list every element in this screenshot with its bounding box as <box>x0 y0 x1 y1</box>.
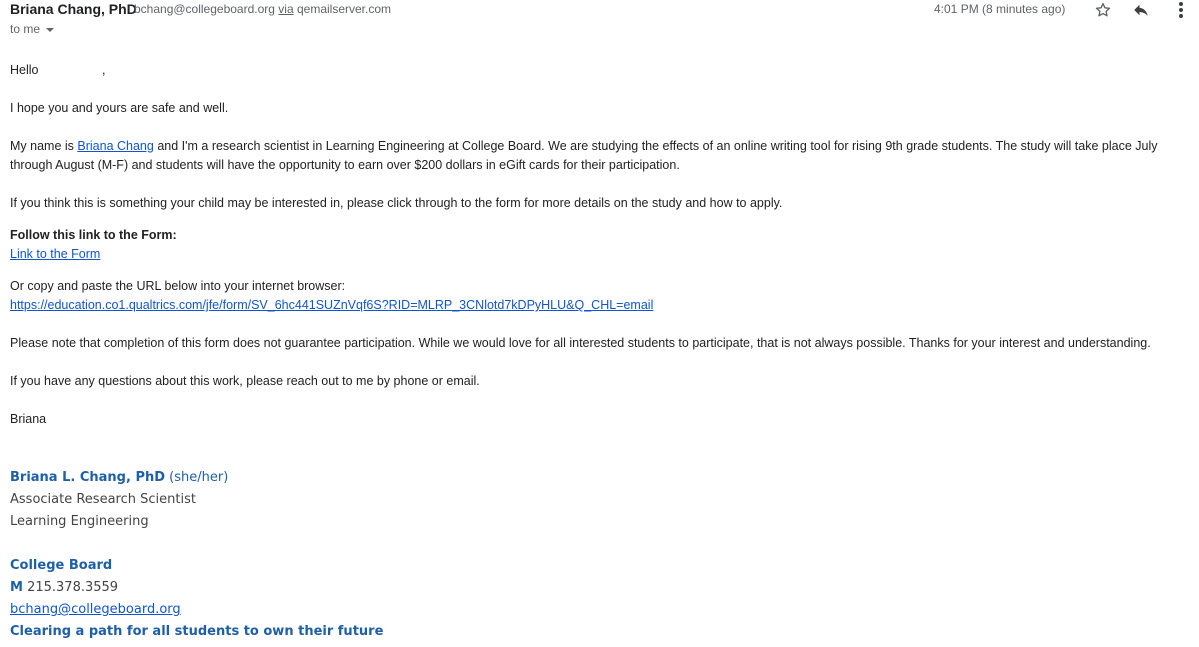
reply-button[interactable] <box>1130 0 1152 20</box>
survey-url-link[interactable]: https://education.co1.qualtrics.com/jfe/form/SV_6hc441SUZnVqf6S?RID=MLRP_3CNlotd7kDPyHLU&Q_CHL=email <box>10 298 654 312</box>
signature-pronouns: (she/her) <box>169 470 229 485</box>
star-button[interactable] <box>1092 0 1114 20</box>
sender-email: bchang@collegeboard.org <box>134 2 275 16</box>
more-vert-icon <box>1178 1 1184 19</box>
more-options-button[interactable] <box>1170 0 1192 20</box>
paragraph-disclaimer: Please note that completion of this form does not guarantee participation. While we would love for all interested students to participate, that is not always possible. Thanks for your interest and understanding. <box>10 336 1151 350</box>
greeting <box>10 61 1190 80</box>
signature-phone: 215.378.3559 <box>27 580 119 595</box>
greeting-comma: , <box>101 63 106 77</box>
signature-phone-line <box>10 577 383 599</box>
recipients-toggle[interactable] <box>10 22 54 36</box>
email-signature <box>10 467 383 643</box>
email-header <box>10 0 1190 40</box>
via-label[interactable]: via <box>278 2 294 16</box>
copy-url-instructions: Or copy and paste the URL below into your internet browser: <box>10 279 346 293</box>
signature-email-link[interactable]: bchang@collegeboard.org <box>10 602 181 617</box>
greeting-text: Hello <box>10 63 39 77</box>
paragraph-interest: If you think this is something your child may be interested in, please click through to the form for more details on the study and how to apply. <box>10 196 783 210</box>
intro-text-end: and I'm a research scientist in Learning Engineering at College Board. We are studying the effects of an online writing tool for rising 9th grade students. The study will take place July through August (M-F) and students will have the opportunity to earn over $200 dollars in eGift cards for their participation. <box>10 139 1158 172</box>
follow-link-heading: Follow this link to the Form: <box>10 228 177 242</box>
intro-text-start: My name is <box>10 139 78 153</box>
via-server: qemailserver.com <box>296 2 392 16</box>
sender-name[interactable]: Briana Chang, PhD <box>10 1 137 17</box>
sender-address-line <box>134 2 391 16</box>
timestamp: 4:01 PM (8 minutes ago) <box>934 2 1066 16</box>
signature-spacer <box>10 533 383 555</box>
signature-tagline: Clearing a path for all students to own their future <box>10 624 384 639</box>
form-link[interactable]: Link to the Form <box>10 247 101 261</box>
star-icon <box>1094 1 1112 19</box>
url-section <box>10 277 1190 315</box>
paragraph-intro <box>10 137 1190 175</box>
to-me-label: to me <box>10 22 41 36</box>
signature-department: Learning Engineering <box>10 514 149 529</box>
paragraph-wellness: I hope you and yours are safe and well. <box>10 101 229 115</box>
signature-org: College Board <box>10 558 113 573</box>
briana-chang-link[interactable]: Briana Chang <box>77 139 154 153</box>
signature-name-line <box>10 467 383 489</box>
reply-icon <box>1131 1 1151 19</box>
signature-name: Briana L. Chang, PhD <box>10 470 166 485</box>
email-body <box>10 61 1190 448</box>
paragraph-questions: If you have any questions about this work, please reach out to me by phone or email. <box>10 374 480 388</box>
chevron-down-icon <box>46 28 54 32</box>
signature-phone-label: M <box>10 580 23 595</box>
form-section <box>10 226 1190 264</box>
redacted-name <box>42 65 102 77</box>
signoff: Briana <box>10 412 47 426</box>
signature-title: Associate Research Scientist <box>10 492 196 507</box>
